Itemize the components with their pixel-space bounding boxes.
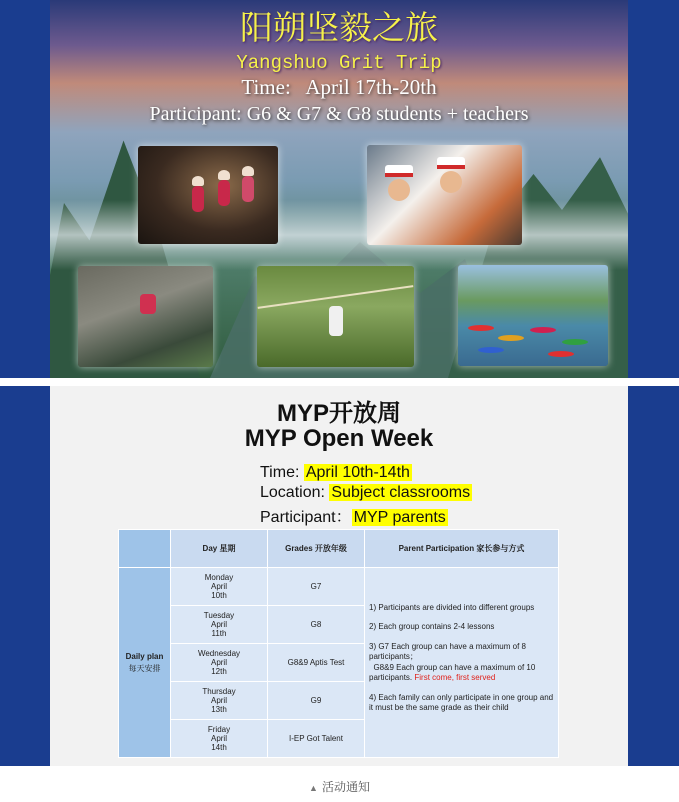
time-value: April 10th-14th	[305, 464, 410, 481]
climber-figure	[140, 294, 156, 314]
kayak	[498, 335, 524, 341]
day-month: April	[210, 582, 227, 591]
day-cell	[171, 644, 268, 682]
child-face	[388, 179, 410, 201]
open-week-time	[260, 464, 412, 482]
note-3-g89: G8&9 Each group can have a maximum of 10 participants.	[369, 662, 536, 682]
triangle-up-icon: ▲	[309, 783, 318, 793]
grade-cell: I-EP Got Talent	[268, 720, 365, 758]
kayaking-photo	[458, 265, 608, 366]
day-cell	[171, 568, 268, 606]
person-figure	[329, 306, 343, 336]
trip-time: Time: April 17th-20th	[241, 75, 437, 99]
person-figure	[218, 180, 230, 206]
day-date: 13th	[211, 705, 227, 714]
trip-title-chinese: 阳朔坚毅之旅	[240, 8, 438, 47]
participant-value: MYP parents	[353, 509, 446, 526]
grade-cell: G8	[268, 606, 365, 644]
person-figure	[192, 186, 204, 212]
day-cell	[171, 682, 268, 720]
grade-cell: G9	[268, 682, 365, 720]
daily-plan-label-cn: 每天安排	[128, 663, 161, 673]
caption-text: 活动通知	[321, 780, 370, 794]
open-week-slide	[0, 386, 679, 766]
day-cell	[171, 720, 268, 758]
grade-cell: G7	[268, 568, 365, 606]
helmet	[242, 166, 254, 176]
rock-climbing-photo	[78, 266, 213, 367]
child-face	[440, 171, 462, 193]
grit-trip-slide	[0, 0, 679, 378]
daily-plan-label	[119, 568, 171, 758]
day-month: April	[210, 696, 227, 705]
day-date: 14th	[211, 743, 227, 752]
day-cell	[171, 606, 268, 644]
day-date: 11th	[211, 629, 227, 638]
note-3	[369, 642, 554, 684]
rope-bridge-photo	[257, 266, 414, 367]
table-header-grades: Grades 开放年级	[268, 530, 365, 568]
participant-label: Participant：	[260, 509, 352, 526]
daily-plan-table	[118, 529, 559, 758]
note-3-g7: 3) G7 Each group can have a maximum of 8 participants；	[369, 641, 526, 661]
note-2: 2) Each group contains 2-4 lessons	[369, 622, 495, 631]
table-header-participation: Parent Participation 家长参与方式	[365, 530, 559, 568]
day-date: 12th	[211, 667, 227, 676]
day-month: April	[210, 734, 227, 743]
open-week-title-english: MYP Open Week	[244, 425, 434, 452]
day-name: Monday	[204, 573, 234, 582]
cave-exploring-photo	[138, 146, 278, 244]
participation-notes	[365, 568, 559, 758]
open-week-participant	[260, 504, 448, 527]
note-1: 1) Participants are divided into different groups	[369, 602, 535, 612]
slide-background-landscape	[50, 0, 628, 378]
note-4: 4) Each family can only participate in one group and it must be the same grade as their child	[369, 692, 554, 712]
grade-cell: G8&9 Aptis Test	[268, 644, 365, 682]
day-name: Thursday	[202, 687, 236, 696]
table-header-row	[119, 530, 559, 568]
table-corner-cell	[119, 530, 171, 568]
person-figure	[242, 176, 254, 202]
white-hat	[437, 157, 465, 169]
trip-title-english: Yangshuo Grit Trip	[236, 52, 442, 74]
handcraft-activity-photo	[367, 145, 522, 245]
image-caption	[0, 778, 679, 795]
location-value: Subject classrooms	[331, 484, 471, 501]
trip-participants: Participant: G6 & G7 & G8 students + teachers	[149, 103, 529, 125]
day-name: Wednesday	[197, 649, 241, 658]
location-label: Location:	[260, 484, 330, 501]
day-name: Tuesday	[203, 611, 235, 620]
note-3-first-come: First come, first served	[414, 673, 496, 682]
day-month: April	[210, 620, 227, 629]
kayak	[468, 325, 494, 331]
table-header-day: Day 星期	[171, 530, 268, 568]
kayak	[548, 351, 574, 357]
time-label: Time:	[260, 464, 304, 481]
white-hat	[385, 165, 413, 177]
kayak	[530, 327, 556, 333]
kayak	[478, 347, 504, 353]
daily-plan-label-en: Daily plan	[125, 651, 164, 661]
kayak	[562, 339, 588, 345]
table-row	[119, 568, 559, 606]
open-week-title-chinese: MYP开放周	[276, 400, 401, 427]
day-date: 10th	[211, 591, 227, 600]
helmet	[192, 176, 204, 186]
mist-band	[50, 200, 628, 270]
slide-content-area	[50, 386, 628, 766]
day-month: April	[210, 658, 227, 667]
day-name: Friday	[207, 725, 231, 734]
helmet	[218, 170, 230, 180]
open-week-location	[260, 484, 472, 502]
